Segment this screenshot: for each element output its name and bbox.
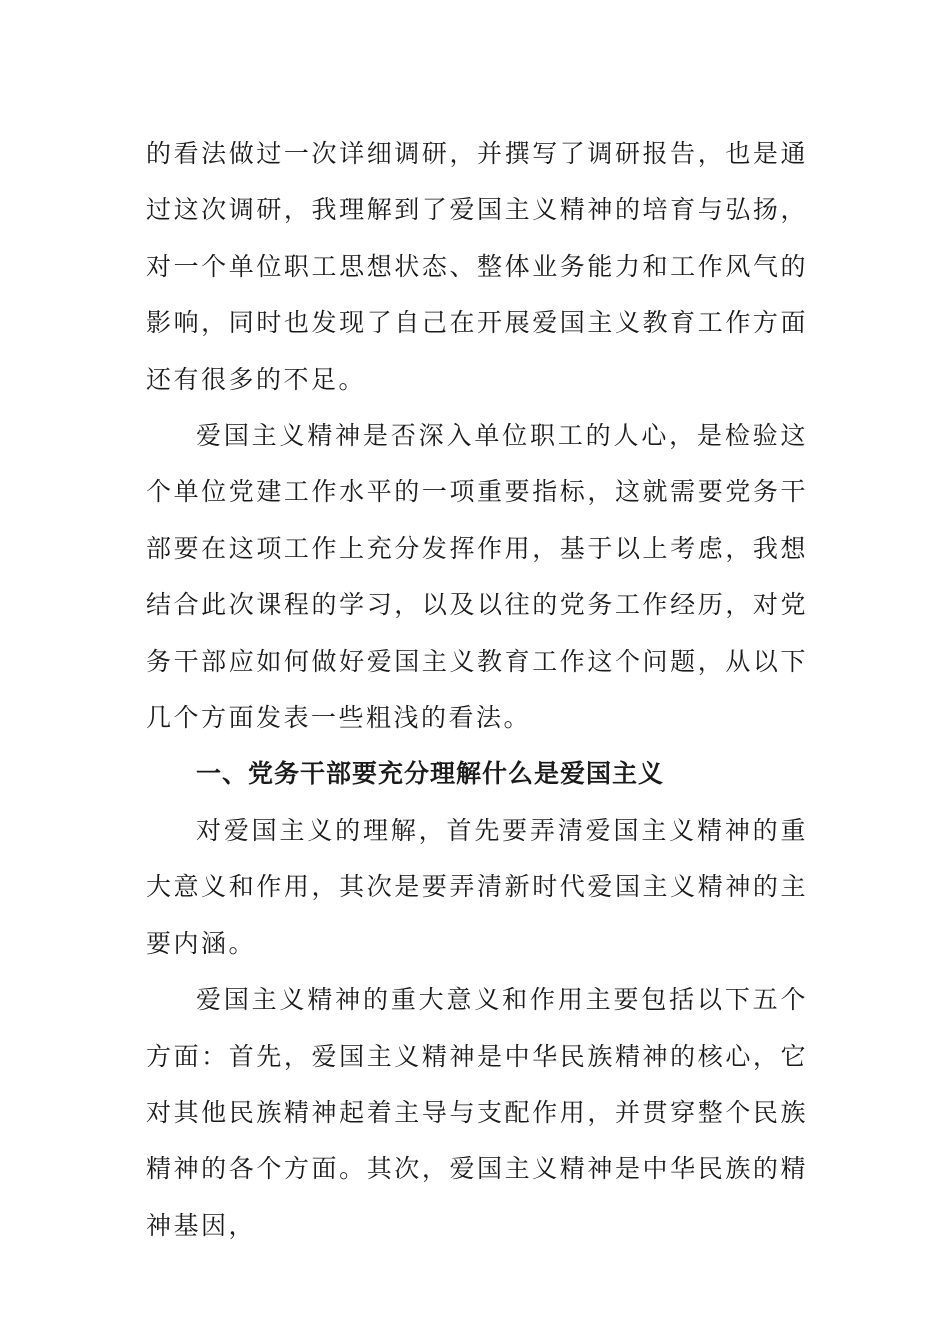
document-body [146, 126, 808, 1254]
section-heading: 一、党务干部要充分理解什么是爱国主义 [196, 759, 665, 789]
paragraph-understanding: 对爱国主义的理解，首先要弄清爱国主义精神的重大意义和作用，其次是要弄清新时代爱国主义精神的主要内涵。 [146, 815, 808, 958]
paragraph-continuation: 的看法做过一次详细调研，并撰写了调研报告，也是通过这次调研，我理解到了爱国主义精神的培育与弘扬，对一个单位职工思想状态、整体业务能力和工作风气的影响，同时也发现了自己在开展爱国主义教育工作方面还有很多的不足。 [146, 139, 808, 394]
paragraph-party-building: 爱国主义精神是否深入单位职工的人心，是检验这个单位党建工作水平的一项重要指标，这就需要党务干部要在这项工作上充分发挥作用，基于以上考虑，我想结合此次课程的学习，以及以往的党务工作经历，对党务干部应如何做好爱国主义教育工作这个问题，从以下几个方面发表一些粗浅的看法。 [146, 421, 808, 733]
paragraph-significance: 爱国主义精神的重大意义和作用主要包括以下五个方面：首先，爱国主义精神是中华民族精神的核心，它对其他民族精神起着主导与支配作用，并贯穿整个民族精神的各个方面。其次，爱国主义精神是中华民族的精神基因， [146, 985, 808, 1240]
